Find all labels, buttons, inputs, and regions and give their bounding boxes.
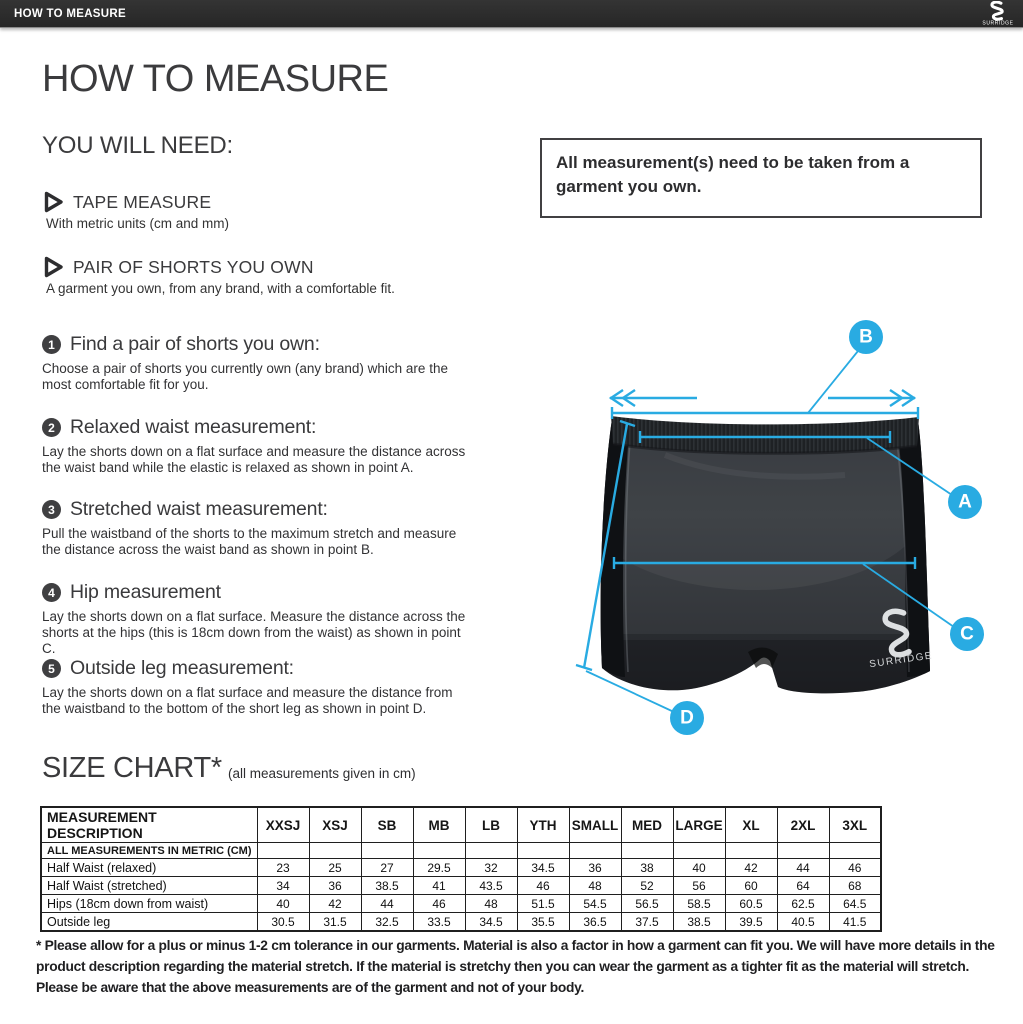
size-value-cell: 36 (309, 877, 361, 895)
empty-cell (465, 843, 517, 859)
size-column-header: MB (413, 807, 465, 843)
size-value-cell: 43.5 (465, 877, 517, 895)
step-description: Pull the waistband of the shorts to the maximum stretch and measure the distance across the waist band as shown in point B. (42, 526, 457, 557)
step-number-badge: 5 (42, 659, 61, 678)
size-column-header: LARGE (673, 807, 725, 843)
step-number-badge: 2 (42, 418, 61, 437)
table-row (41, 913, 881, 932)
size-value-cell: 58.5 (673, 895, 725, 913)
need-item-note: With metric units (cm and mm) (46, 216, 230, 231)
size-value-cell: 41.5 (829, 913, 881, 932)
size-value-cell: 33.5 (413, 913, 465, 932)
step-3 (42, 498, 487, 558)
size-value-cell: 31.5 (309, 913, 361, 932)
topbar-brand-text: SURRIDGE (982, 20, 1014, 26)
size-value-cell: 42 (309, 895, 361, 913)
metric-note-cell: ALL MEASUREMENTS IN METRIC (CM) (41, 843, 257, 859)
step-description: Choose a pair of shorts you currently own (any brand) which are the most comfortable fit for you. (42, 361, 448, 392)
empty-cell (725, 843, 777, 859)
need-item-label: PAIR OF SHORTS YOU OWN (73, 256, 314, 277)
page-title: HOW TO MEASURE (42, 58, 389, 100)
size-value-cell: 29.5 (413, 859, 465, 877)
label-b-text: B (859, 326, 873, 348)
need-item-tape-measure (44, 191, 484, 231)
size-value-cell: 41 (413, 877, 465, 895)
top-bar-title: HOW TO MEASURE (14, 7, 126, 20)
size-value-cell: 52 (621, 877, 673, 895)
measurement-notice-box: All measurement(s) need to be taken from a garment you own. (540, 138, 982, 218)
label-c-text: C (960, 623, 974, 645)
step-number-badge: 4 (42, 583, 61, 602)
size-value-cell: 30.5 (257, 913, 309, 932)
size-value-cell: 34 (257, 877, 309, 895)
measurement-description-header: MEASUREMENT DESCRIPTION (41, 807, 257, 843)
size-value-cell: 36.5 (569, 913, 621, 932)
need-item-shorts (44, 256, 484, 296)
step-1 (42, 333, 487, 393)
size-value-cell: 36 (569, 859, 621, 877)
size-value-cell: 42 (725, 859, 777, 877)
step-title: Stretched waist measurement: (70, 498, 328, 520)
size-value-cell: 62.5 (777, 895, 829, 913)
empty-cell (569, 843, 621, 859)
empty-cell (517, 843, 569, 859)
size-column-header: XXSJ (257, 807, 309, 843)
shorts-brand-text: SURRIDGE (868, 650, 934, 671)
size-value-cell: 46 (413, 895, 465, 913)
size-value-cell: 48 (465, 895, 517, 913)
step-title: Find a pair of shorts you own: (70, 333, 320, 355)
size-value-cell: 60 (725, 877, 777, 895)
size-value-cell: 23 (257, 859, 309, 877)
size-value-cell: 56 (673, 877, 725, 895)
step-2 (42, 416, 487, 476)
size-value-cell: 37.5 (621, 913, 673, 932)
step-description: Lay the shorts down on a flat surface and measure the distance across the waist band while the elastic is relaxed as shown in point A. (42, 444, 466, 475)
size-value-cell: 35.5 (517, 913, 569, 932)
step-description: Lay the shorts down on a flat surface. Measure the distance across the shorts at the hips (this is 18cm down from the waist) as shown in point C. (42, 609, 466, 656)
size-column-header: SMALL (569, 807, 621, 843)
triangle-bullet-icon (44, 191, 64, 213)
size-value-cell: 34.5 (465, 913, 517, 932)
size-value-cell: 44 (361, 895, 413, 913)
size-column-header: SB (361, 807, 413, 843)
table-row (41, 877, 881, 895)
size-value-cell: 64 (777, 877, 829, 895)
size-value-cell: 56.5 (621, 895, 673, 913)
size-value-cell: 39.5 (725, 913, 777, 932)
label-a-text: A (958, 491, 972, 513)
size-value-cell: 60.5 (725, 895, 777, 913)
measurement-label-cell: Half Waist (stretched) (41, 877, 257, 895)
surridge-logo-small (981, 1, 1015, 26)
size-value-cell: 25 (309, 859, 361, 877)
step-description: Lay the shorts down on a flat surface and measure the distance from the waistband to the bottom of the short leg as shown in point D. (42, 685, 453, 716)
surridge-logo-icon (981, 1, 1015, 26)
size-column-header: MED (621, 807, 673, 843)
empty-cell (413, 843, 465, 859)
size-column-header: 2XL (777, 807, 829, 843)
size-value-cell: 32 (465, 859, 517, 877)
step-4 (42, 581, 487, 657)
step-5 (42, 657, 487, 717)
step-number-badge: 3 (42, 500, 61, 519)
size-chart-heading: SIZE CHART* (42, 752, 222, 784)
size-column-header: LB (465, 807, 517, 843)
size-value-cell: 68 (829, 877, 881, 895)
empty-cell (829, 843, 881, 859)
size-value-cell: 64.5 (829, 895, 881, 913)
you-will-need-heading: YOU WILL NEED: (42, 132, 234, 159)
empty-cell (257, 843, 309, 859)
size-value-cell: 27 (361, 859, 413, 877)
empty-cell (777, 843, 829, 859)
size-value-cell: 46 (517, 877, 569, 895)
size-value-cell: 34.5 (517, 859, 569, 877)
size-value-cell: 48 (569, 877, 621, 895)
size-chart-subtitle: (all measurements given in cm) (228, 766, 416, 781)
measurement-label-cell: Half Waist (relaxed) (41, 859, 257, 877)
size-column-header: 3XL (829, 807, 881, 843)
empty-cell (361, 843, 413, 859)
tolerance-footnote: * Please allow for a plus or minus 1-2 cm tolerance in our garments. Material is also a factor in how a garment can fit you. We will have more details in the product description regarding the material stretch. If the material is stretchy then you can wear the garment as a tighter fit as the material will stretch. Please be aware that the above measurements are of the garment and not of your body. (36, 938, 995, 995)
size-value-cell: 51.5 (517, 895, 569, 913)
size-value-cell: 40 (673, 859, 725, 877)
table-row (41, 895, 881, 913)
step-number-badge: 1 (42, 335, 61, 354)
size-column-header: YTH (517, 807, 569, 843)
top-bar (0, 0, 1023, 28)
size-value-cell: 40.5 (777, 913, 829, 932)
empty-cell (673, 843, 725, 859)
measurement-label-cell: Outside leg (41, 913, 257, 932)
size-value-cell: 54.5 (569, 895, 621, 913)
size-value-cell: 38.5 (673, 913, 725, 932)
size-value-cell: 40 (257, 895, 309, 913)
need-item-label: TAPE MEASURE (73, 191, 212, 212)
size-value-cell: 46 (829, 859, 881, 877)
shorts-measurement-diagram (545, 300, 1023, 750)
size-column-header: XSJ (309, 807, 361, 843)
empty-cell (621, 843, 673, 859)
triangle-bullet-icon (44, 256, 64, 278)
step-title: Outside leg measurement: (70, 657, 294, 679)
empty-cell (309, 843, 361, 859)
label-d-text: D (680, 707, 694, 729)
step-title: Hip measurement (70, 581, 221, 603)
need-item-note: A garment you own, from any brand, with a comfortable fit. (46, 281, 395, 296)
step-title: Relaxed waist measurement: (70, 416, 317, 438)
size-value-cell: 38.5 (361, 877, 413, 895)
size-value-cell: 38 (621, 859, 673, 877)
table-row (41, 859, 881, 877)
size-value-cell: 44 (777, 859, 829, 877)
measurement-label-cell: Hips (18cm down from waist) (41, 895, 257, 913)
size-chart-table (40, 806, 882, 932)
size-column-header: XL (725, 807, 777, 843)
size-value-cell: 32.5 (361, 913, 413, 932)
